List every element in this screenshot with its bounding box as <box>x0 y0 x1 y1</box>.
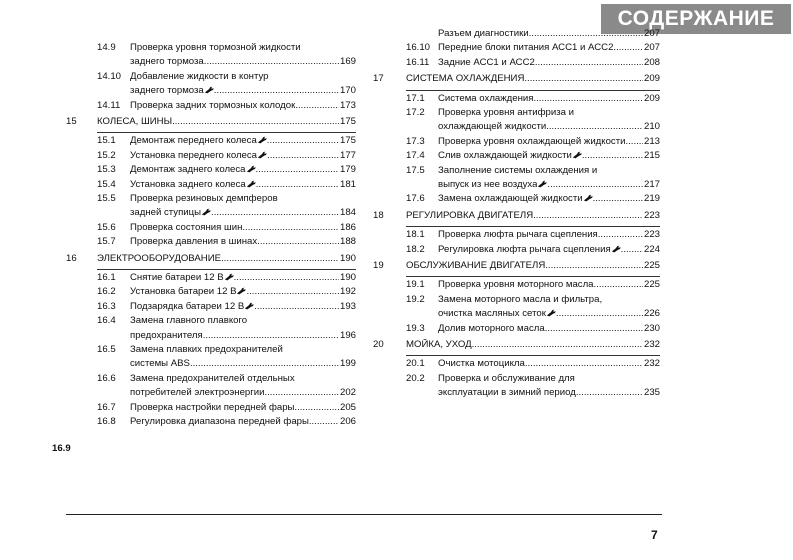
toc-entry-title: Долив моторного масла <box>438 322 545 334</box>
toc-entry-title: Проверка и обслуживание для <box>438 372 575 384</box>
toc-entry-title: задней ступицы <box>130 207 202 219</box>
toc-entry-number: 15.1 <box>97 135 116 147</box>
leader-dots <box>221 253 339 264</box>
leader-dots <box>211 207 339 218</box>
toc-entry-number: 15.3 <box>97 164 116 176</box>
toc-entry-number: 15.5 <box>97 193 116 204</box>
toc-entry-number: 15.6 <box>97 221 116 233</box>
toc-entry-title: Замена плавких предохранителей <box>130 344 283 355</box>
toc-entry-title: очистка масляных сеток <box>438 308 546 320</box>
leader-dots <box>204 56 339 67</box>
section-title: СОДЕРЖАНИЕ <box>617 7 775 30</box>
toc-entry-title: заднего тормоза <box>130 85 204 97</box>
toc-entry-title: Проверка давления в шинах <box>130 236 258 248</box>
toc-entry-number: 16.6 <box>97 372 116 384</box>
wrench-icon <box>572 150 582 161</box>
toc-entry-number: 16 <box>66 252 77 264</box>
leader-dots <box>472 339 643 350</box>
wrench-icon <box>244 301 254 312</box>
toc-page-number: 190 <box>339 272 356 283</box>
toc-entry-number: 15.2 <box>97 149 116 161</box>
toc-page-number: 202 <box>339 387 356 399</box>
toc-page-number: 188 <box>339 236 356 248</box>
toc-entry-number: 17.2 <box>406 107 425 118</box>
leader-dots <box>525 358 643 369</box>
toc-entry-number: 18.2 <box>406 243 425 255</box>
toc-page-number: 175 <box>339 135 356 147</box>
toc-entry-title: Проверка задних тормозных колодок <box>130 99 296 111</box>
toc-page-number: 209 <box>643 92 660 104</box>
toc-page-number: 186 <box>339 221 356 233</box>
toc-entry-title: Проверка настройки передней фары <box>130 401 295 413</box>
leader-dots <box>556 308 643 319</box>
toc-entry-number: 17.1 <box>406 92 425 104</box>
toc-page-number: 224 <box>643 243 660 255</box>
leader-dots <box>621 244 643 255</box>
toc-entry-number: 19.2 <box>406 293 425 305</box>
page-number: 7 <box>651 528 658 542</box>
leader-dots <box>190 358 339 369</box>
wrench-icon <box>546 308 556 319</box>
toc-page-number: 190 <box>339 252 356 264</box>
toc-entry-title: Передние блоки питания АСС1 и АСС2 <box>438 42 614 54</box>
toc-page-number: 232 <box>643 339 660 350</box>
leader-dots <box>593 193 643 204</box>
toc-entry-title: Регулировка люфта рычага сцепления <box>438 243 611 255</box>
leader-dots <box>203 330 339 341</box>
leader-dots <box>264 387 339 398</box>
toc-page-number: 169 <box>339 56 356 68</box>
toc-entry-title: Очистка мотоцикла <box>438 358 525 370</box>
toc-entry-title: КОЛЕСА, ШИНЫ <box>97 116 173 127</box>
toc-entry-number: 17.3 <box>406 135 425 147</box>
toc-entry-title: Проверка уровня антифриза и <box>438 107 574 118</box>
leader-dots <box>267 150 339 161</box>
toc-entry-number: 16.3 <box>97 300 116 312</box>
leader-dots <box>598 229 643 240</box>
toc-page-number: 219 <box>643 193 660 205</box>
toc-entry-number: 17 <box>373 73 384 85</box>
footer-rule <box>66 514 662 515</box>
leader-dots <box>533 93 643 104</box>
leader-dots <box>254 301 339 312</box>
leader-dots <box>246 286 339 297</box>
toc-entry-number: 16.5 <box>97 344 116 355</box>
toc-entry-title: Регулировка диапазона передней фары <box>130 416 309 427</box>
toc-entry-title: ОБСЛУЖИВАНИЕ ДВИГАТЕЛЯ <box>406 260 546 271</box>
toc-page-number: 179 <box>339 164 356 176</box>
chapter-rule <box>406 355 660 356</box>
toc-page-number: 207 <box>643 42 660 54</box>
toc-page-number: 209 <box>643 73 660 85</box>
toc-entry-number: 18.1 <box>406 229 425 241</box>
toc-entry-title: СИСТЕМА ОХЛАЖДЕНИЯ <box>406 73 525 85</box>
toc-entry-number: 15 <box>66 116 77 127</box>
toc-entry-number: 14.9 <box>97 42 116 53</box>
toc-page-number: 210 <box>643 121 660 133</box>
leader-dots <box>576 387 643 398</box>
wrench-icon <box>257 150 267 161</box>
toc-entry-title: Проверка уровня охлаждающей жидкости <box>438 135 626 147</box>
toc-entry-number: 14.11 <box>97 99 121 111</box>
toc-entry-title: Установка батареи 12 В <box>130 286 237 298</box>
toc-page-number: 223 <box>643 229 660 241</box>
leader-dots <box>535 57 643 68</box>
toc-entry-title: эксплуатации в зимний период <box>438 387 576 399</box>
toc-page-number: 173 <box>339 99 356 111</box>
wrench-icon <box>246 164 256 175</box>
toc-page-number: 217 <box>643 179 660 190</box>
toc-page-number: 192 <box>339 286 356 298</box>
toc-entry-number: 18 <box>373 209 384 221</box>
toc-entry-title: Замена предохранителей отдельных <box>130 372 295 384</box>
wrench-icon <box>257 135 267 146</box>
toc-entry-title: Установка переднего колеса <box>130 149 258 161</box>
chapter-rule <box>406 276 660 277</box>
toc-entry-title: Демонтаж переднего колеса <box>130 135 257 147</box>
toc-entry-title: Проверка состояния шин <box>130 221 243 233</box>
leader-dots <box>533 210 643 221</box>
wrench-icon <box>246 179 256 190</box>
toc-entry-number: 16.1 <box>97 272 116 283</box>
toc-entry-title: Подзарядка батареи 12 В <box>130 300 245 312</box>
leader-dots <box>295 100 339 111</box>
toc-entry-title: системы ABS <box>130 358 190 370</box>
wrench-icon <box>236 286 246 297</box>
wrench-icon <box>201 207 211 218</box>
toc-entry-title: Заполнение системы охлаждения и <box>438 164 598 176</box>
toc-entry-number: 15.4 <box>97 178 116 190</box>
chapter-rule <box>97 269 356 270</box>
toc-entry-title: Проверка резиновых демпферов <box>130 193 278 204</box>
toc-entry-number: 14.10 <box>97 70 122 82</box>
leader-dots <box>257 236 339 247</box>
leader-dots <box>309 416 339 427</box>
toc-entry-title: Добавление жидкости в контур <box>130 70 269 82</box>
leader-dots <box>594 279 643 290</box>
toc-page-number: 177 <box>339 149 356 161</box>
toc-entry-title: Замена охлаждающей жидкости <box>438 193 583 205</box>
leader-dots <box>545 323 643 334</box>
toc-page-number: 205 <box>339 401 356 413</box>
toc-entry-number: 19.3 <box>406 322 425 334</box>
toc-entry-title: Разъем диагностики <box>438 28 529 39</box>
toc-entry-title: РЕГУЛИРОВКА ДВИГАТЕЛЯ <box>406 209 534 221</box>
toc-page-number: 170 <box>339 85 356 97</box>
toc-entry-number: 17.5 <box>406 164 425 176</box>
leader-dots <box>234 272 339 283</box>
toc-page-number: 175 <box>339 116 356 127</box>
side-marker: 16.9 <box>52 443 71 454</box>
wrench-icon <box>611 244 621 255</box>
leader-dots <box>546 121 643 132</box>
leader-dots <box>172 116 339 127</box>
leader-dots <box>242 222 339 233</box>
leader-dots <box>524 73 643 84</box>
toc-entry-title: предохранителя <box>130 329 203 341</box>
toc-entry-number: 16.11 <box>406 56 430 68</box>
toc-page-number: 226 <box>643 308 660 320</box>
toc-entry-title: Снятие батареи 12 В <box>130 272 224 283</box>
toc-entry-number: 20 <box>373 339 384 350</box>
toc-entry-title: выпуск из нее воздуха <box>438 179 538 190</box>
toc-entry-title: Установка заднего колеса <box>130 178 246 190</box>
toc-page-number: 225 <box>643 260 660 271</box>
toc-entry-title: Замена моторного масла и фильтра, <box>438 293 603 305</box>
toc-entry-number: 16.10 <box>406 42 431 54</box>
toc-entry-title: Демонтаж заднего колеса <box>130 164 246 176</box>
leader-dots <box>545 260 643 271</box>
toc-page-number: 223 <box>643 209 660 221</box>
toc-page-number: 208 <box>643 56 660 68</box>
toc-page-number: 215 <box>643 150 660 162</box>
wrench-icon <box>583 193 593 204</box>
toc-page-number: 235 <box>643 387 660 399</box>
leader-dots <box>547 179 643 190</box>
toc-entry-title: потребителей электроэнергии <box>130 387 265 399</box>
leader-dots <box>267 135 339 146</box>
chapter-rule <box>406 226 660 227</box>
toc-page-number: 207 <box>643 28 660 39</box>
leader-dots <box>625 136 643 147</box>
toc-page-number: 206 <box>339 416 356 427</box>
leader-dots <box>256 179 339 190</box>
chapter-rule <box>406 90 660 91</box>
toc-entry-number: 16.2 <box>97 286 116 298</box>
leader-dots <box>294 402 339 413</box>
toc-entry-title: заднего тормоза <box>130 56 204 68</box>
leader-dots <box>529 28 643 39</box>
toc-entry-title: Замена главного плавкого <box>130 315 248 327</box>
toc-page-number: 225 <box>643 279 660 291</box>
toc-page-number: 181 <box>339 178 356 190</box>
toc-page-number: 196 <box>339 329 356 341</box>
toc-entry-number: 19 <box>373 260 384 271</box>
toc-entry-title: МОЙКА, УХОД <box>406 339 472 350</box>
chapter-rule <box>97 132 356 133</box>
toc-entry-number: 16.4 <box>97 315 116 327</box>
toc-page-number: 199 <box>339 358 356 370</box>
toc-entry-number: 15.7 <box>97 236 116 248</box>
toc-entry-number: 20.1 <box>406 358 425 370</box>
wrench-icon <box>204 85 214 96</box>
toc-entry-title: ЭЛЕКТРООБОРУДОВАНИЕ <box>97 252 221 264</box>
toc-page-number: 193 <box>339 300 356 312</box>
leader-dots <box>214 85 339 96</box>
leader-dots <box>613 42 643 53</box>
toc-entry-title: Проверка люфта рычага сцепления <box>438 229 598 241</box>
toc-entry-title: Проверка уровня тормозной жидкости <box>130 42 301 53</box>
wrench-icon <box>224 272 234 283</box>
leader-dots <box>582 150 643 161</box>
toc-entry-number: 17.4 <box>406 150 425 162</box>
toc-entry-number: 17.6 <box>406 193 425 205</box>
toc-page-number: 232 <box>643 358 660 370</box>
toc-page-number: 230 <box>643 322 660 334</box>
leader-dots <box>256 164 339 175</box>
toc-entry-number: 20.2 <box>406 372 425 384</box>
toc-entry-title: Слив охлаждающей жидкости <box>438 150 572 162</box>
wrench-icon <box>537 179 547 190</box>
toc-entry-title: Система охлаждения <box>438 92 534 104</box>
toc-entry-title: Проверка уровня моторного масла <box>438 279 594 291</box>
toc-entry-title: охлаждающей жидкости <box>438 121 547 133</box>
toc-entry-title: Задние АСС1 и АСС2 <box>438 56 535 68</box>
toc-entry-number: 19.1 <box>406 279 425 291</box>
toc-entry-number: 16.8 <box>97 416 116 427</box>
toc-page-number: 213 <box>643 135 660 147</box>
toc-page-number: 184 <box>339 207 356 219</box>
toc-entry-number: 16.7 <box>97 401 116 413</box>
